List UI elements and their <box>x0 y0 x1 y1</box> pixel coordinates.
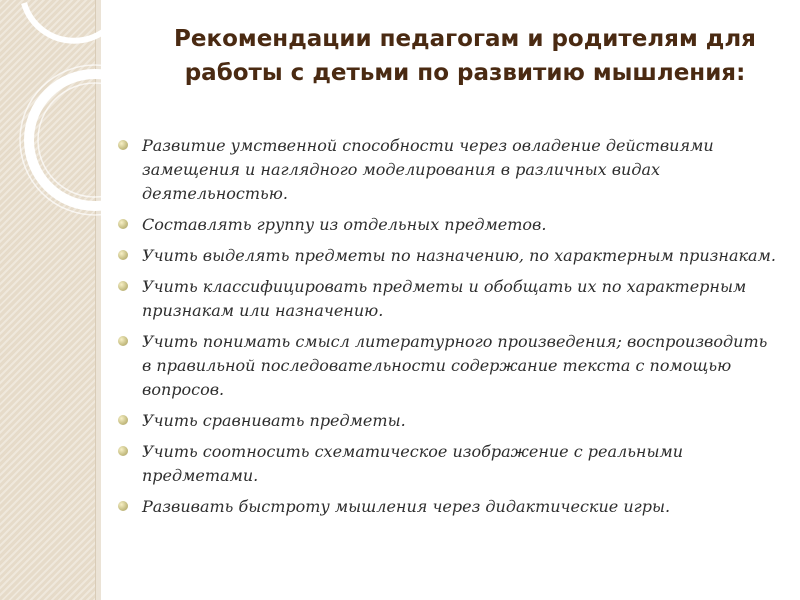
decorative-side-panel <box>0 0 95 600</box>
circle-bullet-icon <box>118 219 128 229</box>
list-item-text: Развитие умственной способности через овладение действиями замещения и наглядного моделирования в различных видах деятельностью. <box>142 136 714 203</box>
circle-bullet-icon <box>118 281 128 291</box>
list-item <box>118 330 778 402</box>
circle-bullet-icon <box>118 140 128 150</box>
circle-bullet-icon <box>118 501 128 511</box>
list-item-text: Учить сравнивать предметы. <box>142 411 406 430</box>
slide-title: Рекомендации педагогам и родителям для работы с детьми по развитию мышления: <box>174 26 756 86</box>
list-item <box>118 409 778 433</box>
list-item-text: Учить понимать смысл литературного произведения; воспроизводить в правильной последовательности содержание текста с помощью вопросов. <box>142 332 768 399</box>
circle-bullet-icon <box>118 250 128 260</box>
list-item <box>118 275 778 323</box>
list-item <box>118 244 778 268</box>
circle-bullet-icon <box>118 446 128 456</box>
list-item-text: Учить соотносить схематическое изображение с реальными предметами. <box>142 442 684 485</box>
side-panel-border <box>95 0 101 600</box>
list-item-text: Развивать быстроту мышления через дидактические игры. <box>142 497 671 516</box>
list-item <box>118 495 778 519</box>
list-item-text: Учить классифицировать предметы и обобщать их по характерным признакам или назначению. <box>142 277 747 320</box>
list-item <box>118 440 778 488</box>
circle-bullet-icon <box>118 415 128 425</box>
list-item <box>118 134 778 206</box>
recommendation-list <box>118 134 778 526</box>
list-item-text: Составлять группу из отдельных предметов. <box>142 215 547 234</box>
list-item <box>118 213 778 237</box>
list-item-text: Учить выделять предметы по назначению, по характерным признакам. <box>142 246 776 265</box>
circle-bullet-icon <box>118 336 128 346</box>
